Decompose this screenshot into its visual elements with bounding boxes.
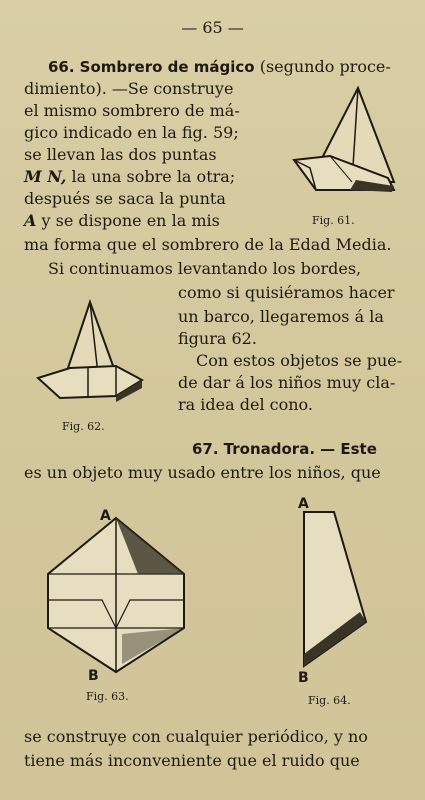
closing-line-1: se construye con cualquier periódico, y no: [24, 727, 368, 746]
text-fragment: — Este: [320, 440, 377, 458]
figure-61-caption: Fig. 61.: [312, 214, 355, 227]
section-66-number: 66.: [48, 58, 75, 76]
section-66-line-15: de dar á los niños muy cla-: [178, 373, 396, 392]
section-66-line-1: [48, 58, 391, 76]
section-67-line-2: es un objeto muy usado entre los niños, que: [24, 463, 381, 482]
section-66-line-8: [24, 212, 220, 230]
section-66-line-13: figura 62.: [178, 329, 257, 348]
section-66-line-10: Si continuamos levantando los bordes,: [48, 259, 362, 278]
points-mn: M N,: [24, 167, 67, 186]
section-67-number: 67.: [192, 440, 219, 458]
section-66-line-7: después se saca la punta: [24, 189, 226, 208]
section-66-line-12: un barco, llegaremos á la: [178, 307, 384, 326]
figure-61-hat-illustration: [290, 82, 400, 206]
page-number: — 65 —: [181, 18, 244, 37]
section-66-line-6: [24, 168, 235, 186]
figure-62-caption: Fig. 62.: [62, 420, 105, 433]
figure-64-label-a: A: [298, 496, 309, 512]
text-fragment: (segundo proce-: [259, 57, 391, 76]
section-67-line-1: [192, 440, 377, 458]
section-66-line-4: gico indicado en la fig. 59;: [24, 123, 239, 142]
section-66-line-14: Con estos objetos se pue-: [196, 351, 403, 370]
section-66-line-16: ra idea del cono.: [178, 395, 313, 414]
section-66-line-2: dimiento). —Se construye: [24, 79, 234, 98]
figure-63-caption: Fig. 63.: [86, 690, 129, 703]
figure-64-caption: Fig. 64.: [308, 694, 351, 707]
section-66-line-9: ma forma que el sombrero de la Edad Media.: [24, 235, 392, 254]
figure-63-label-b: B: [88, 668, 99, 684]
text-fragment: la una sobre la otra;: [71, 167, 236, 186]
figure-62-boat-illustration: [36, 298, 146, 410]
figure-64-label-b: B: [298, 670, 309, 686]
section-66-title: Sombrero de mágico: [79, 58, 255, 76]
section-66-line-3: el mismo sombrero de má-: [24, 101, 240, 120]
text-fragment: y se dispone en la mis: [41, 211, 220, 230]
closing-line-2: tiene más inconveniente que el ruido que: [24, 751, 360, 770]
section-67-title: Tronadora.: [223, 440, 316, 458]
figure-64-tronadora-illustration: [290, 494, 380, 684]
figure-63-label-a: A: [100, 508, 111, 524]
point-a: A: [24, 211, 37, 230]
figure-63-tronadora-illustration: [42, 504, 202, 684]
section-66-line-5: se llevan las dos puntas: [24, 145, 217, 164]
section-66-line-11: como si quisiéramos hacer: [178, 283, 395, 302]
